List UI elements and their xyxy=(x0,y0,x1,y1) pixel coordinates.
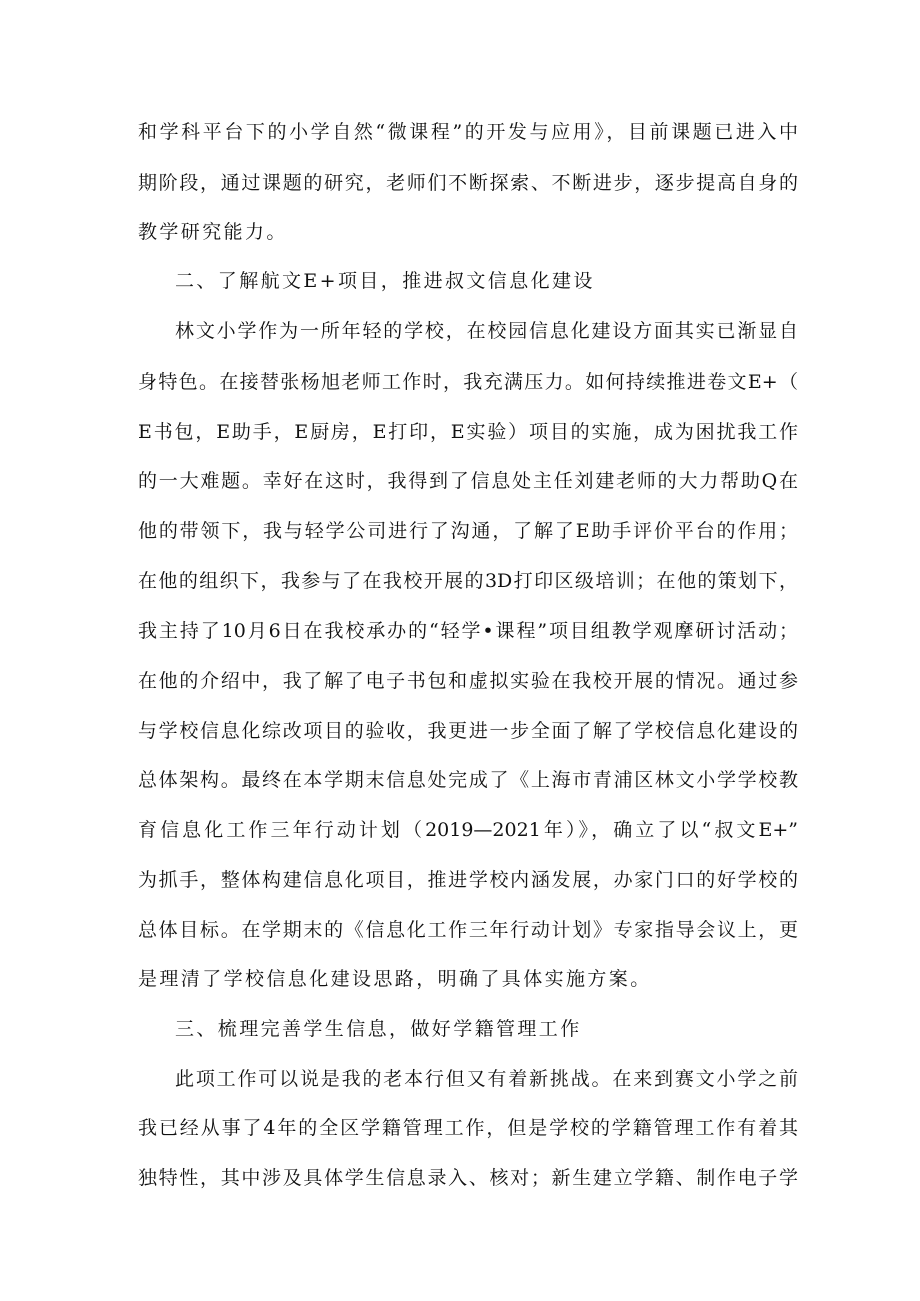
paragraph-first-line: 此项工作可以说是我的老本行但又有着新挑战。在来到赛文小学之前 xyxy=(175,1068,798,1090)
text-line: E书包，E助手，E厨房，E打印，E实验）项目的实施，成为困扰我工作 xyxy=(138,421,798,443)
text-line: 我已经从事了4年的全区学籍管理工作，但是学校的学籍管理工作有着其 xyxy=(138,1117,798,1139)
text-line: 育信息化工作三年行动计划（2019—2021年）》，确立了以“叔文E+” xyxy=(138,819,798,841)
section-heading: 三、梳理完善学生信息，做好学籍管理工作 xyxy=(175,1018,582,1040)
text-line: 在他的介绍中，我了解了电子书包和虚拟实验在我校开展的情况。通过参 xyxy=(138,670,798,692)
text-line: 总体目标。在学期末的《信息化工作三年行动计划》专家指导会议上，更 xyxy=(138,919,798,941)
text-line: 我主持了10月6日在我校承办的“轻学•课程”项目组教学观摩研讨活动； xyxy=(138,620,798,642)
text-line: 是理清了学校信息化建设思路，明确了具体实施方案。 xyxy=(138,968,652,990)
text-line: 他的带领下，我与轻学公司进行了沟通，了解了E助手评价平台的作用； xyxy=(138,520,798,542)
text-line: 的一大难题。幸好在这时，我得到了信息处主任刘建老师的大力帮助Q在 xyxy=(138,470,798,492)
section-heading: 二、了解航文E+项目，推进叔文信息化建设 xyxy=(175,270,595,292)
text-line: 身特色。在接替张杨旭老师工作时，我充满压力。如何持续推进卷文E+（ xyxy=(138,371,798,393)
text-line: 教学研究能力。 xyxy=(138,221,288,243)
text-line: 期阶段，通过课题的研究，老师们不断探索、不断进步，逐步提高自身的 xyxy=(138,172,798,194)
text-line: 和学科平台下的小学自然“微课程”的开发与应用》，目前课题已进入中 xyxy=(138,121,798,143)
text-line: 与学校信息化综改项目的验收，我更进一步全面了解了学校信息化建设的 xyxy=(138,720,798,742)
text-line: 在他的组织下，我参与了在我校开展的3D打印区级培训；在他的策划下， xyxy=(138,570,798,592)
text-line: 独特性，其中涉及具体学生信息录入、核对；新生建立学籍、制作电子学 xyxy=(138,1167,798,1189)
text-line: 总体架构。最终在本学期末信息处完成了《上海市青浦区林文小学学校教 xyxy=(138,769,798,791)
text-line: 为抓手，整体构建信息化项目，推进学校内涵发展，办家门口的好学校的 xyxy=(138,869,798,891)
paragraph-first-line: 林文小学作为一所年轻的学校，在校园信息化建设方面其实已渐显自 xyxy=(175,320,798,342)
